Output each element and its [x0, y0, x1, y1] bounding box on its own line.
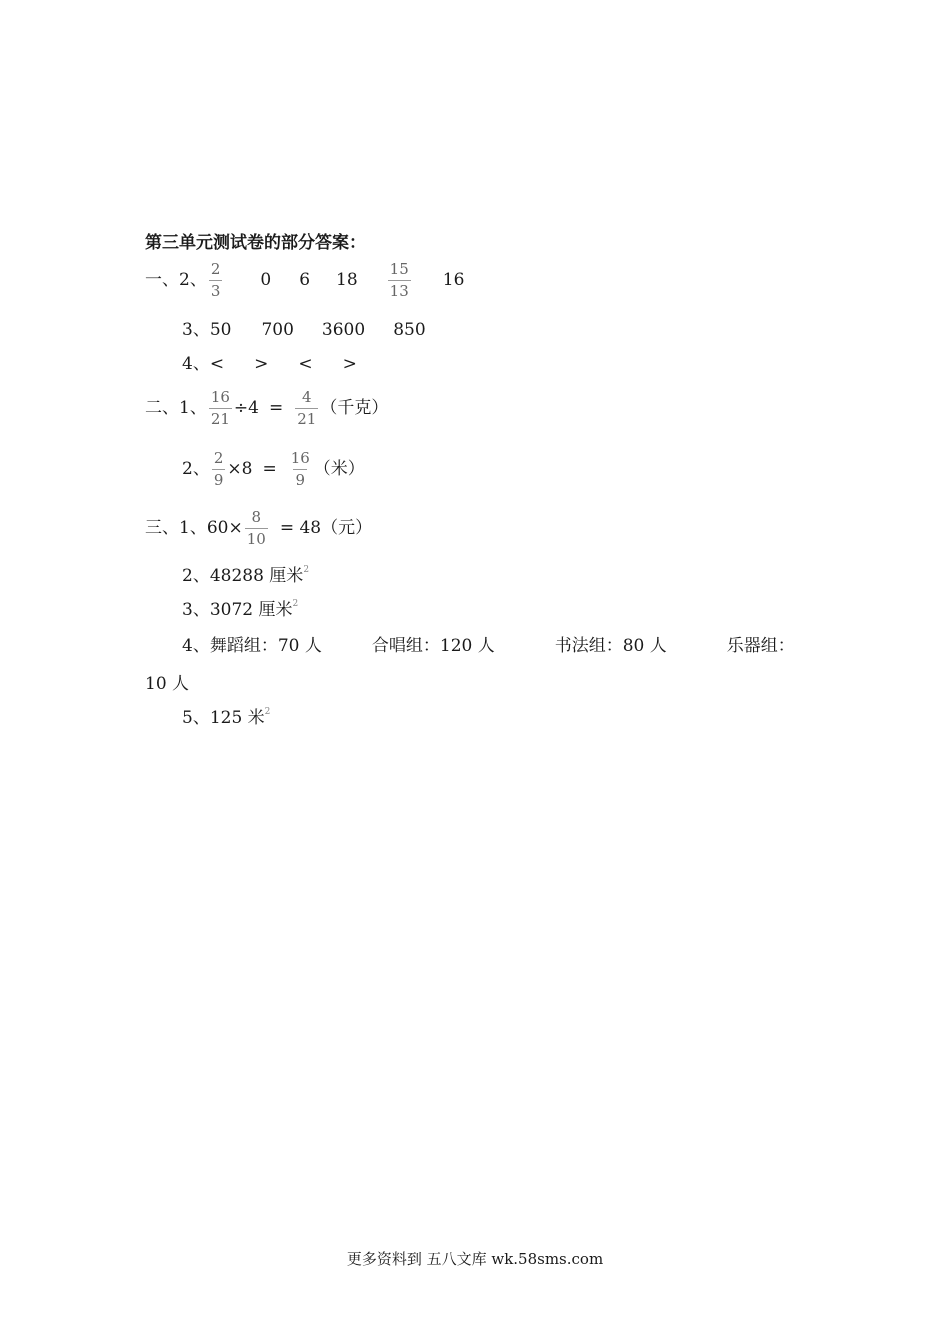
superscript: 2 [303, 565, 310, 575]
fraction-numerator: 2 [213, 449, 224, 467]
group-count: 合唱组：120 人 [371, 636, 495, 656]
answer-value: 6 [299, 270, 311, 290]
answer-prefix: 3、 [182, 320, 210, 340]
operator: ×8 [227, 459, 253, 479]
fraction-numerator: 4 [302, 388, 312, 406]
answer-prefix: 一、2、 [145, 270, 207, 290]
answer-prefix: 二、1、 [145, 398, 207, 418]
answer-value: 700 [261, 320, 294, 340]
fraction-numerator: 8 [251, 508, 262, 526]
equals-sign: = [262, 459, 277, 479]
fraction-denominator: 9 [295, 471, 305, 489]
answer-1-3 [182, 322, 426, 339]
fraction [295, 390, 318, 427]
superscript: 2 [264, 707, 271, 717]
group-count: 舞蹈组：70 人 [209, 636, 322, 656]
answer-value: 50 [209, 320, 232, 340]
fraction-denominator: 21 [210, 410, 230, 428]
superscript: 2 [292, 599, 299, 609]
operator: ÷4 [233, 398, 259, 418]
footer-text: 更多资料到 五八文库 wk.58sms.com [346, 1250, 604, 1268]
answer-value: 0 [260, 270, 272, 290]
answer-1-4 [182, 356, 357, 373]
fraction-denominator: 21 [297, 410, 317, 428]
unit: （米） [313, 459, 365, 479]
fraction [212, 451, 226, 488]
fraction [245, 510, 268, 547]
comparison-sign: < [209, 354, 225, 374]
answer-prefix: 三、1、 [145, 518, 207, 538]
fraction-denominator: 13 [389, 282, 409, 300]
answer-3-2 [182, 565, 310, 586]
fraction-denominator: 10 [246, 530, 266, 548]
comparison-sign: > [254, 354, 269, 374]
comparison-sign: < [298, 354, 313, 374]
answer-text: 3、3072 厘米 [182, 600, 293, 620]
answer-3-4-wrap [145, 676, 189, 693]
fraction-numerator: 16 [210, 388, 230, 406]
fraction-denominator: 3 [210, 282, 221, 300]
answer-text: 2、48288 厘米 [182, 566, 304, 586]
expression-result: = 48（元） [279, 518, 373, 538]
group-count: 书法组：80 人 [554, 636, 667, 656]
answer-1-2 [145, 262, 464, 299]
comparison-sign: > [342, 354, 357, 374]
fraction [388, 262, 411, 299]
answer-value: 18 [336, 270, 358, 290]
answer-2-2 [182, 451, 365, 488]
fraction [289, 451, 312, 488]
expression-lead: 60× [206, 518, 243, 538]
group-count: 10 人 [145, 674, 190, 694]
fraction-denominator: 9 [213, 471, 224, 489]
fraction-numerator: 16 [290, 449, 310, 467]
answer-value: 850 [393, 320, 426, 340]
answer-text: 5、125 米 [182, 708, 265, 728]
answer-3-3 [182, 599, 299, 620]
fraction [209, 262, 223, 299]
page-title: 第三单元测试卷的部分答案： [145, 233, 366, 253]
answer-prefix: 2、 [182, 459, 210, 479]
answer-prefix: 4、 [182, 636, 210, 656]
answer-value: 3600 [321, 320, 366, 340]
group-count: 乐器组： [726, 636, 795, 656]
unit: （千克） [320, 398, 389, 418]
fraction-numerator: 2 [210, 260, 221, 278]
answer-value: 16 [442, 270, 465, 290]
answer-3-1 [145, 510, 372, 547]
answer-3-5 [182, 707, 271, 728]
answer-prefix: 4、 [182, 354, 210, 374]
equals-sign: = [268, 398, 284, 418]
answer-2-1 [145, 390, 388, 427]
fraction-numerator: 15 [389, 260, 409, 278]
answer-3-4 [182, 638, 795, 655]
fraction [209, 390, 232, 427]
